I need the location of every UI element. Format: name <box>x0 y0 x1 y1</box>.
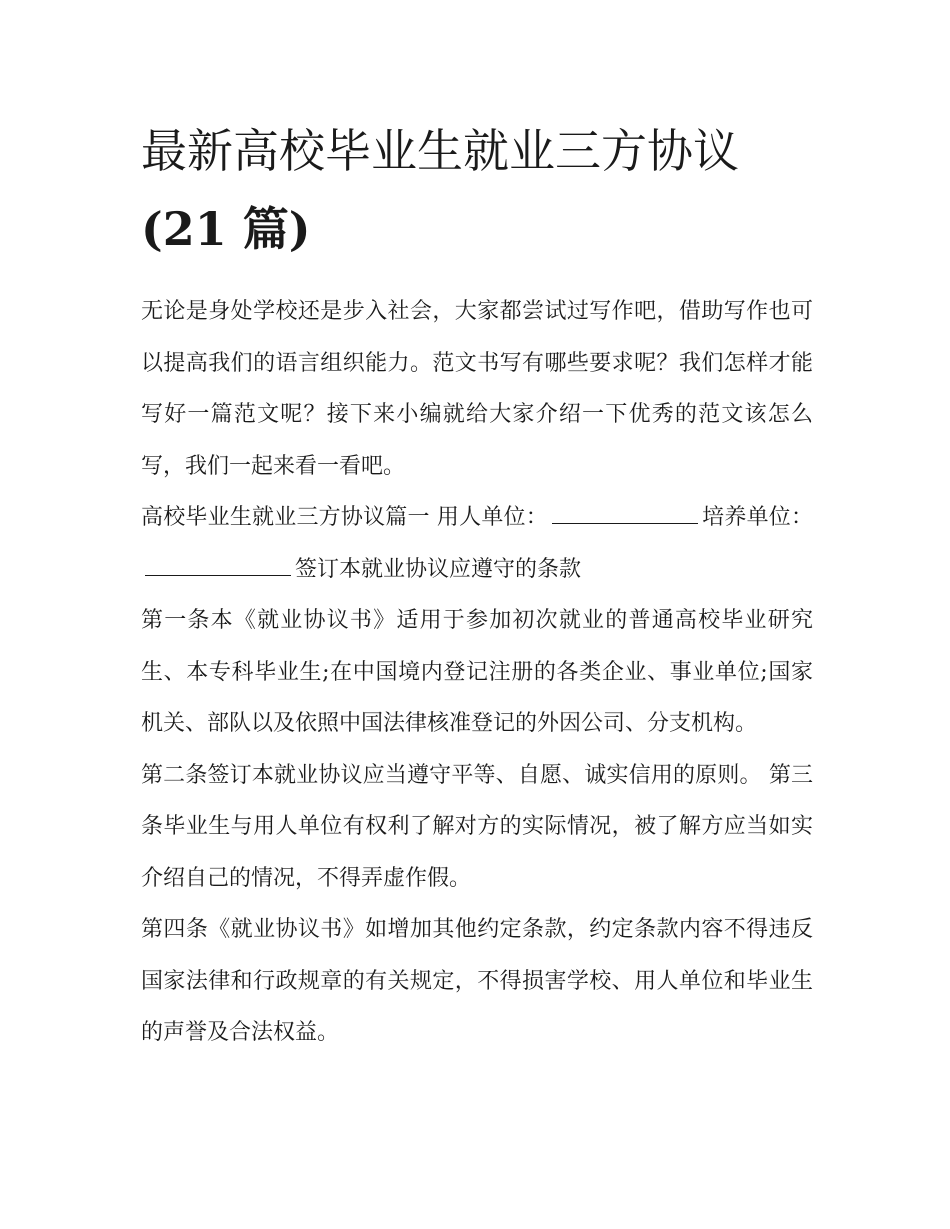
article-4-paragraph: 第四条《就业协议书》如增加其他约定条款，约定条款内容不得违反国家法律和行政规章的有关规定，不得损害学校、用人单位和毕业生的声誉及合法权益。 <box>141 917 813 1045</box>
title-line-2: (21 篇) <box>141 202 311 256</box>
document-body <box>141 286 813 1059</box>
section-1-mid: 培养单位： <box>701 505 813 530</box>
school-blank-line <box>145 551 291 576</box>
article-1-paragraph: 第一条本《就业协议书》适用于参加初次就业的普通高校毕业研究生、本专科毕业生;在中国境内登记注册的各类企业、事业单位;国家机关、部队以及依照中国法律核准登记的外因公司、分支机构。 <box>141 608 813 736</box>
section-1-heading <box>141 492 813 595</box>
document-page <box>141 112 813 1059</box>
document-title <box>141 112 813 268</box>
section-1-prefix: 高校毕业生就业三方协议篇一 用人单位： <box>141 505 548 530</box>
employer-blank-line <box>552 499 698 524</box>
intro-paragraph: 无论是身处学校还是步入社会，大家都尝试过写作吧，借助写作也可以提高我们的语言组织能力。范文书写有哪些要求呢？我们怎样才能写好一篇范文呢？接下来小编就给大家介绍一下优秀的范文该怎么写，我们一起来看一看吧。 <box>141 299 813 479</box>
article-2-paragraph: 第二条签订本就业协议应当遵守平等、自愿、诚实信用的原则。 第三条毕业生与用人单位有权利了解对方的实际情况，被了解方应当如实介绍自己的情况，不得弄虚作假。 <box>141 762 813 891</box>
title-line-1: 最新高校毕业生就业三方协议 <box>141 124 739 178</box>
section-1-suffix: 签订本就业协议应遵守的条款 <box>295 556 582 582</box>
